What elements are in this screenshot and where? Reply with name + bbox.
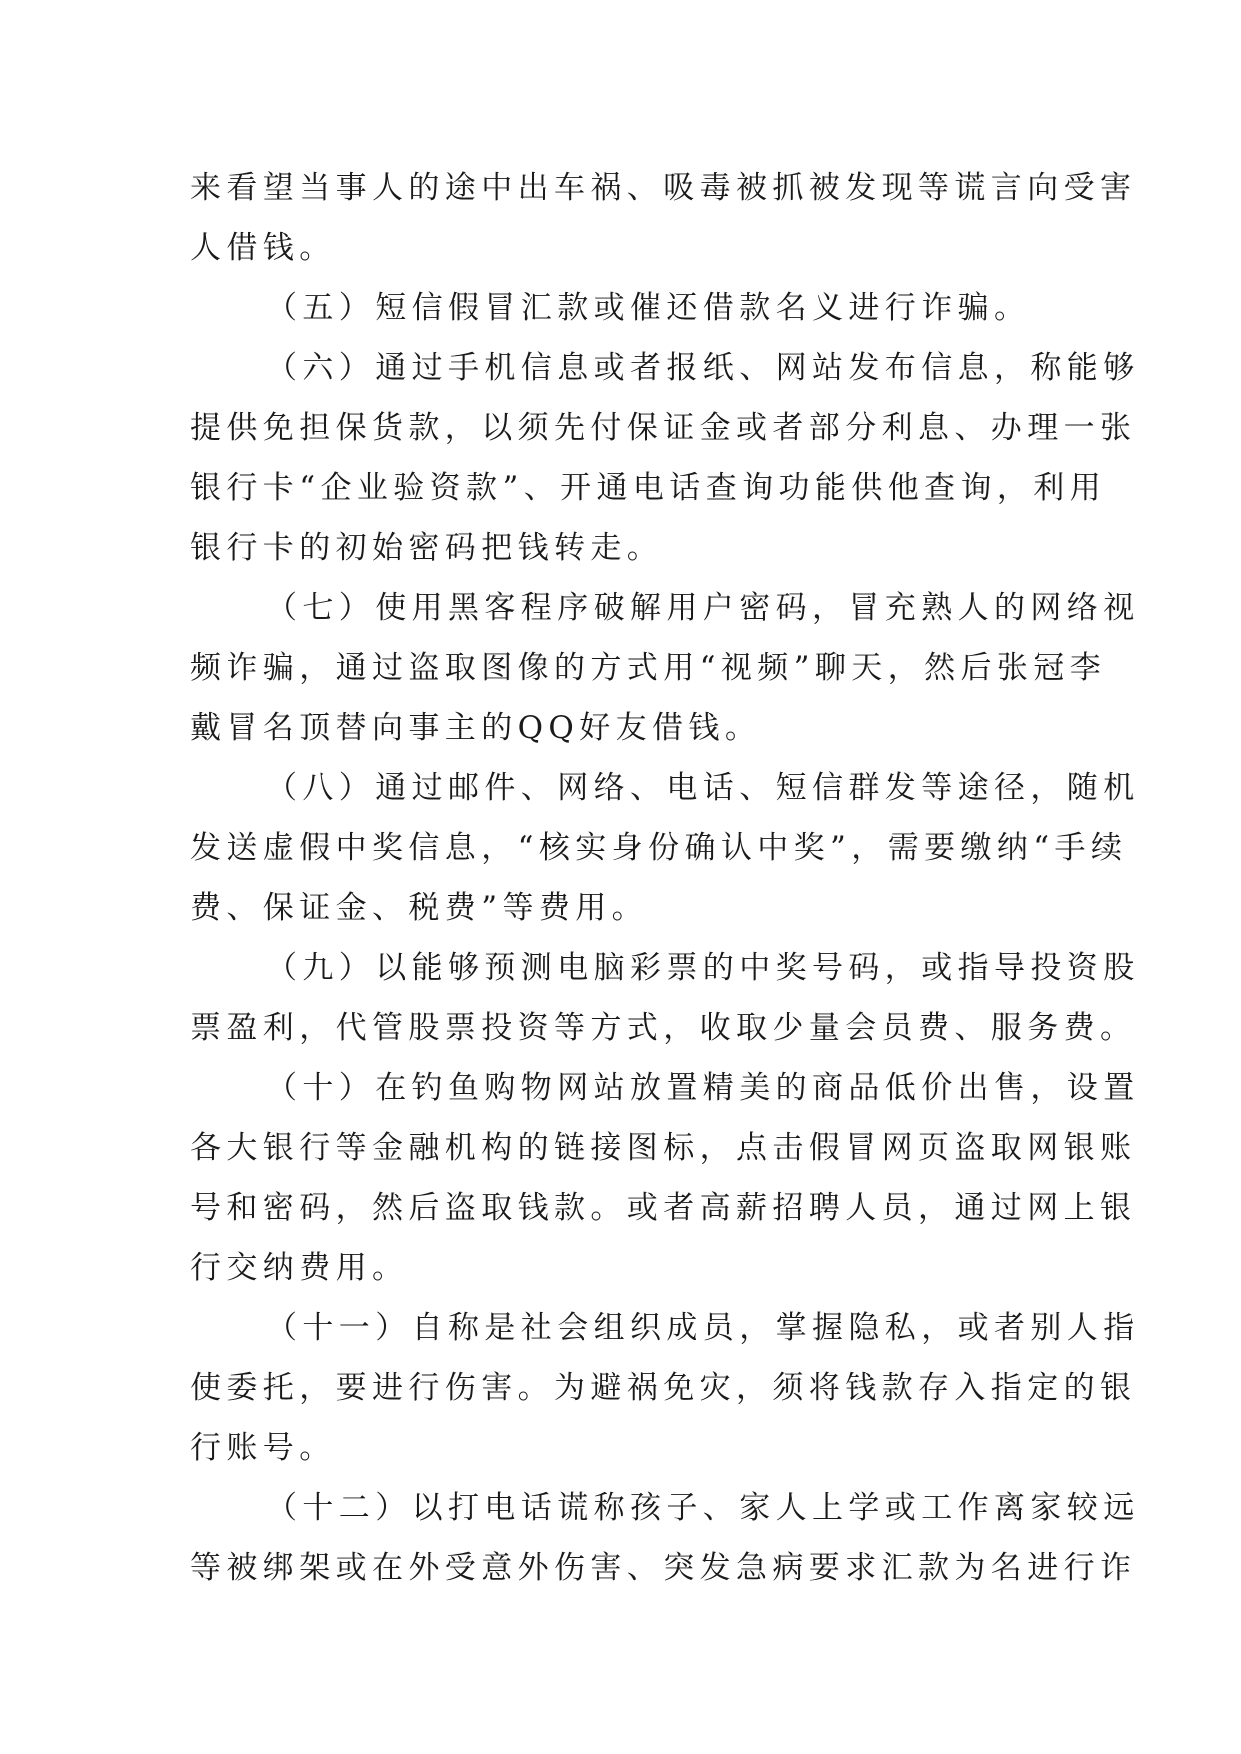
text-line: 费、保证金、税费”等费用。 — [190, 890, 649, 926]
text-line: 提供免担保货款，以须先付保证金或者部分利息、办理一张 — [190, 410, 1137, 446]
text-line: 来看望当事人的途中出车祸、吸毒被抓被发现等谎言向受害 — [190, 170, 1137, 206]
text-line: （十）在钓鱼购物网站放置精美的商品低价出售，设置 — [266, 1070, 1140, 1106]
text-line: 发送虚假中奖信息，“核实身份确认中奖”，需要缴纳“手续 — [190, 830, 1128, 866]
text-line: 银行卡“企业验资款”、开通电话查询功能供他查询，利用 — [190, 470, 1107, 506]
text-line: （七）使用黑客程序破解用户密码，冒充熟人的网络视 — [266, 590, 1140, 626]
text-line: 票盈利，代管股票投资等方式，收取少量会员费、服务费。 — [190, 1010, 1137, 1046]
text-line: 行账号。 — [190, 1430, 336, 1466]
text-line: （六）通过手机信息或者报纸、网站发布信息，称能够 — [266, 350, 1140, 386]
text-line: 人借钱。 — [190, 230, 336, 266]
text-line: （五）短信假冒汇款或催还借款名义进行诈骗。 — [266, 290, 1031, 326]
text-line: 银行卡的初始密码把钱转走。 — [190, 530, 664, 566]
text-line: 频诈骗，通过盗取图像的方式用“视频”聊天，然后张冠李 — [190, 650, 1107, 686]
text-line: 使委托，要进行伤害。为避祸免灾，须将钱款存入指定的银 — [190, 1370, 1137, 1406]
text-line: （十一）自称是社会组织成员，掌握隐私，或者别人指 — [266, 1310, 1140, 1346]
text-line: 行交纳费用。 — [190, 1250, 409, 1286]
text-line: 号和密码，然后盗取钱款。或者高薪招聘人员，通过网上银 — [190, 1190, 1137, 1226]
text-line: 戴冒名顶替向事主的QQ好友借钱。 — [190, 710, 762, 746]
text-line: （九）以能够预测电脑彩票的中奖号码，或指导投资股 — [266, 950, 1140, 986]
text-line: 等被绑架或在外受意外伤害、突发急病要求汇款为名进行诈 — [190, 1550, 1137, 1586]
text-line: 各大银行等金融机构的链接图标，点击假冒网页盗取网银账 — [190, 1130, 1137, 1166]
text-line: （八）通过邮件、网络、电话、短信群发等途径，随机 — [266, 770, 1140, 806]
text-line: （十二）以打电话谎称孩子、家人上学或工作离家较远 — [266, 1490, 1140, 1526]
